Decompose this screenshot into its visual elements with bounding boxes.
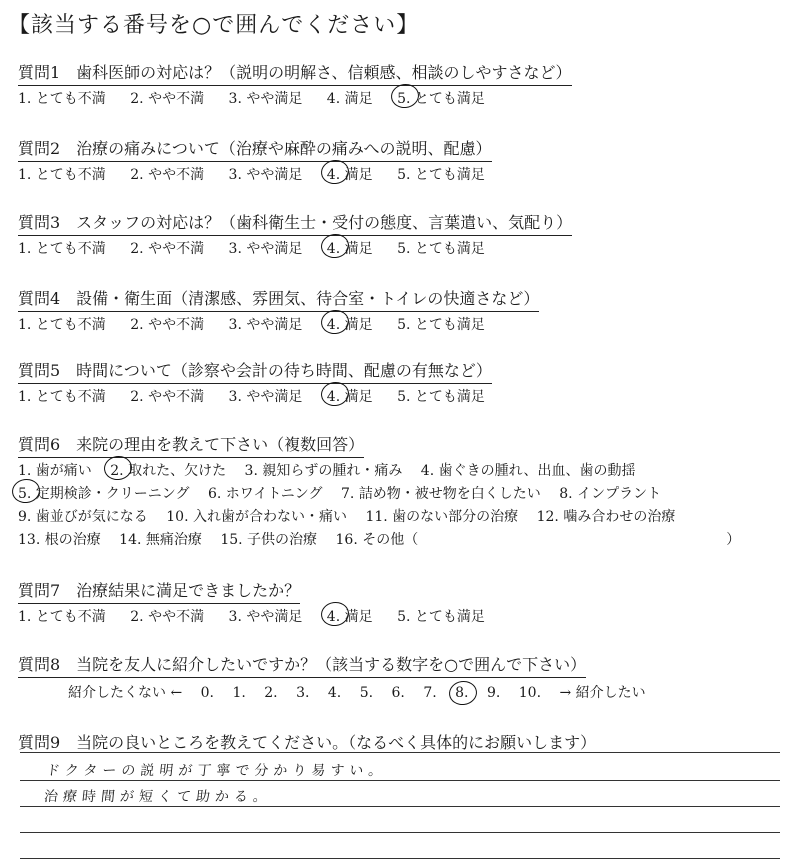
q8-score-10[interactable]: 10.: [518, 685, 542, 701]
q3-option-2[interactable]: 2. やや不満: [130, 241, 205, 257]
question-8: [18, 652, 660, 702]
question-7: [18, 578, 505, 626]
q6-option-9[interactable]: 9. 歯並びが気になる: [18, 509, 148, 525]
q2-option-2[interactable]: 2. やや不満: [130, 167, 205, 183]
q8-score-8[interactable]: 8.: [455, 685, 469, 701]
q1-option-3[interactable]: 3. やや満足: [228, 91, 303, 107]
question-2-title: 質問2 治療の痛みについて（治療や麻酔の痛みへの説明、配慮）: [18, 136, 492, 162]
q6-option-2[interactable]: 2. 取れた、欠けた: [110, 460, 226, 483]
q5-option-3[interactable]: 3. やや満足: [228, 389, 303, 405]
q6-option-12[interactable]: 12. 噛み合わせの治療: [536, 509, 676, 525]
q7-option-3[interactable]: 3. やや満足: [228, 609, 303, 625]
question-6: [18, 432, 754, 552]
question-8-title: 質問8 当院を友人に紹介したいですか？（該当する数字を○で囲んで下さい）: [18, 652, 586, 678]
handwritten-answer-1[interactable]: ドクターの説明が丁寧で分かり易すい。: [45, 763, 389, 779]
q7-option-4[interactable]: 4. 満足: [327, 606, 373, 626]
q6-option-3[interactable]: 3. 親知らずの腫れ・痛み: [244, 463, 403, 479]
q5-option-4[interactable]: 4. 満足: [327, 386, 373, 406]
q3-option-5[interactable]: 5. とても満足: [397, 241, 485, 257]
question-1: [18, 60, 572, 108]
q6-option-4[interactable]: 4. 歯ぐきの腫れ、出血、歯の動揺: [420, 463, 636, 479]
q8-score-3[interactable]: 3.: [296, 685, 310, 701]
q7-option-2[interactable]: 2. やや不満: [130, 609, 205, 625]
q6-option-14[interactable]: 14. 無痛治療: [119, 532, 202, 548]
q2-option-5[interactable]: 5. とても満足: [397, 167, 485, 183]
answer-line-1: [20, 752, 780, 753]
q3-option-4[interactable]: 4. 満足: [327, 238, 373, 258]
q8-left-label: 紹介したくない ←: [68, 685, 183, 701]
question-3-title: 質問3 スタッフの対応は？（歯科衛生士・受付の態度、言葉遣い、気配り）: [18, 210, 572, 236]
q6-option-6[interactable]: 6. ホワイトニング: [207, 486, 323, 502]
question-4: [18, 286, 539, 334]
answer-line-2: [20, 780, 780, 781]
q3-option-3[interactable]: 3. やや満足: [228, 241, 303, 257]
q8-score-4[interactable]: 4.: [327, 685, 342, 701]
question-3: [18, 210, 572, 258]
question-1-title: 質問1 歯科医師の対応は？（説明の明解さ、信頼感、相談のしやすさなど）: [18, 60, 572, 86]
q8-score-0[interactable]: 0.: [200, 685, 214, 701]
q6-option-11[interactable]: 11. 歯のない部分の治療: [365, 509, 519, 525]
q3-option-1[interactable]: 1. とても不満: [18, 241, 106, 257]
q6-option-15[interactable]: 15. 子供の治療: [220, 532, 318, 548]
handwritten-answer-2[interactable]: 治療時間が短くて助かる。: [43, 789, 273, 805]
q6-option-8[interactable]: 8. インプラント: [559, 486, 662, 502]
question-9-title: 質問9 当院の良いところを教えてください。（なるべく具体的にお願いします）: [18, 733, 597, 752]
form-header: 【該当する番号を○で囲んでください】: [8, 13, 420, 38]
q6-option-10[interactable]: 10. 入れ歯が合わない・痛い: [166, 509, 347, 525]
q2-option-3[interactable]: 3. やや満足: [228, 167, 303, 183]
q8-score-7[interactable]: 7.: [423, 685, 437, 701]
q8-score-6[interactable]: 6.: [391, 685, 405, 701]
q6-option-5[interactable]: 5. 定期検診・クリーニング: [18, 483, 190, 506]
q6-option-1[interactable]: 1. 歯が痛い: [18, 463, 92, 479]
q1-option-4[interactable]: 4. 満足: [326, 91, 373, 107]
q6-option-7[interactable]: 7. 詰め物・被せ物を白くしたい: [341, 486, 541, 502]
q8-score-1[interactable]: 1.: [232, 685, 246, 701]
q4-option-1[interactable]: 1. とても不満: [18, 317, 106, 333]
q1-option-5[interactable]: 5. とても満足: [397, 88, 485, 108]
q7-option-5[interactable]: 5. とても満足: [397, 609, 485, 625]
question-5-title: 質問5 時間について（診察や会計の待ち時間、配慮の有無など）: [18, 358, 492, 384]
q5-option-2[interactable]: 2. やや不満: [130, 389, 205, 405]
q2-option-4[interactable]: 4. 満足: [327, 164, 373, 184]
question-4-title: 質問4 設備・衛生面（清潔感、雰囲気、待合室・トイレの快適さなど）: [18, 286, 539, 312]
q8-score-2[interactable]: 2.: [264, 685, 278, 701]
q5-option-1[interactable]: 1. とても不満: [18, 389, 106, 405]
q4-option-5[interactable]: 5. とても満足: [397, 317, 485, 333]
question-2: [18, 136, 505, 184]
q2-option-1[interactable]: 1. とても不満: [18, 167, 106, 183]
q8-right-label: → 紹介したい: [559, 685, 646, 701]
question-9: [18, 730, 596, 753]
q8-score-9[interactable]: 9.: [486, 685, 501, 701]
q1-option-1[interactable]: 1. とても不満: [18, 91, 106, 107]
answer-line-4: [20, 832, 780, 833]
q6-option-13[interactable]: 13. 根の治療: [18, 532, 101, 548]
q1-option-2[interactable]: 2. やや不満: [130, 91, 205, 107]
question-5: [18, 358, 505, 406]
q4-option-3[interactable]: 3. やや満足: [228, 317, 303, 333]
q7-option-1[interactable]: 1. とても不満: [18, 609, 106, 625]
q6-option-16[interactable]: 16. その他（ ）: [335, 532, 741, 548]
q4-option-4[interactable]: 4. 満足: [327, 314, 373, 334]
q4-option-2[interactable]: 2. やや不満: [130, 317, 205, 333]
question-7-title: 質問7 治療結果に満足できましたか？: [18, 578, 300, 604]
answer-line-5: [20, 858, 780, 859]
question-6-title: 質問6 来院の理由を教えて下さい（複数回答）: [18, 432, 364, 458]
q5-option-5[interactable]: 5. とても満足: [397, 389, 485, 405]
answer-line-3: [20, 806, 780, 807]
q8-score-5[interactable]: 5.: [359, 685, 374, 701]
